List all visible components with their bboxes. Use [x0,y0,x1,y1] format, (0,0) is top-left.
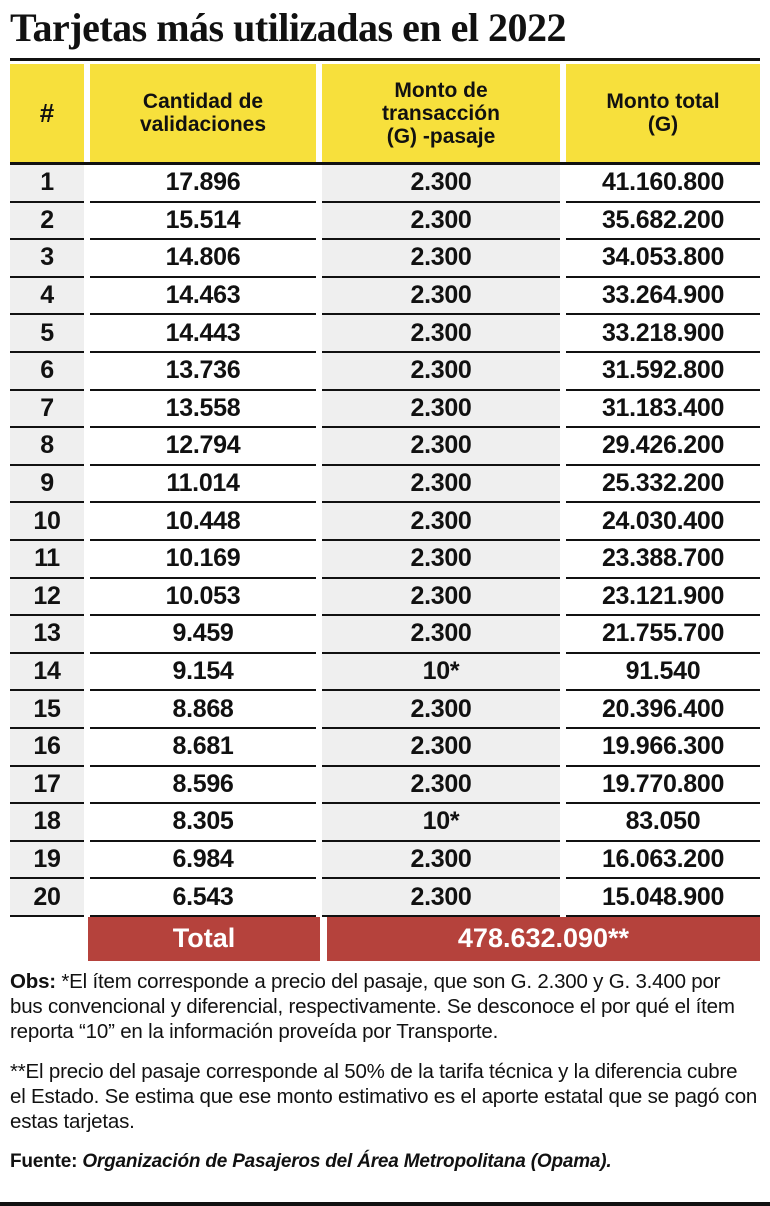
row-validaciones: 14.806 [90,240,316,278]
row-monto-total: 16.063.200 [566,842,760,880]
column-header-validaciones-label [140,90,266,136]
row-validaciones: 9.459 [90,616,316,654]
row-monto-transaccion: 2.300 [322,579,560,617]
table-row [10,203,760,241]
row-validaciones: 10.169 [90,541,316,579]
row-validaciones: 11.014 [90,466,316,504]
notes-section [0,961,770,1174]
row-validaciones: 14.463 [90,278,316,316]
data-table [10,58,760,917]
row-validaciones: 6.543 [90,879,316,917]
row-validaciones: 8.868 [90,691,316,729]
table-row [10,503,760,541]
row-index: 16 [10,729,84,767]
row-monto-total: 41.160.800 [566,165,760,203]
row-index: 12 [10,579,84,617]
row-monto-transaccion: 2.300 [322,616,560,654]
row-monto-total: 31.183.400 [566,391,760,429]
row-monto-transaccion: 2.300 [322,165,560,203]
row-validaciones: 15.514 [90,203,316,241]
row-monto-transaccion: 2.300 [322,503,560,541]
table-body [10,162,760,917]
row-index: 18 [10,804,84,842]
hdr-line: validaciones [139,113,267,136]
row-monto-total: 29.426.200 [566,428,760,466]
column-header-index [10,64,84,162]
row-monto-total: 31.592.800 [566,353,760,391]
source-value: Organización de Pasajeros del Área Metropolitana (Opama). [82,1150,612,1172]
note-obs [10,969,758,1044]
row-monto-transaccion: 2.300 [322,428,560,466]
row-validaciones: 13.558 [90,391,316,429]
row-monto-total: 23.121.900 [566,579,760,617]
column-header-validaciones [90,64,316,162]
note-obs-text: *El ítem corresponde a precio del pasaje, que son G. 2.300 y G. 3.400 por bus convencional y diferencial, respectivamente. Se desconoce el por qué el ítem reporta “10” en la información proveída por Transporte. [10,969,735,1043]
row-index: 14 [10,654,84,692]
table-row [10,428,760,466]
row-index: 10 [10,503,84,541]
total-value: 478.632.090** [327,917,760,961]
table-header-row [10,64,760,162]
row-monto-total: 25.332.200 [566,466,760,504]
hdr-line: Cantidad de [142,90,264,113]
column-header-monto-transaccion [322,64,560,162]
row-index: 5 [10,315,84,353]
row-validaciones: 8.305 [90,804,316,842]
table-row [10,353,760,391]
table-row [10,165,760,203]
row-index: 2 [10,203,84,241]
row-monto-total: 91.540 [566,654,760,692]
row-monto-transaccion: 2.300 [322,203,560,241]
row-validaciones: 12.794 [90,428,316,466]
hdr-line: (G) [647,113,679,136]
row-monto-transaccion: 2.300 [322,315,560,353]
row-monto-total: 20.396.400 [566,691,760,729]
total-spacer [10,917,84,961]
row-index: 13 [10,616,84,654]
column-header-index-label: # [39,97,55,128]
row-monto-transaccion: 2.300 [322,767,560,805]
table-row [10,278,760,316]
table-row [10,315,760,353]
note-two: **El precio del pasaje corresponde al 50% de la tarifa técnica y la diferencia cubre el Estado. Se estima que ese monto estimativo es el aporte estatal que se pagó con estas tarjetas. [10,1059,758,1133]
source-label: Fuente: [10,1150,78,1172]
table-row [10,767,760,805]
row-validaciones: 9.154 [90,654,316,692]
row-monto-total: 15.048.900 [566,879,760,917]
row-monto-total: 23.388.700 [566,541,760,579]
row-index: 11 [10,541,84,579]
row-index: 8 [10,428,84,466]
table-row [10,541,760,579]
row-monto-transaccion: 2.300 [322,842,560,880]
row-validaciones: 14.443 [90,315,316,353]
row-validaciones: 13.736 [90,353,316,391]
row-index: 9 [10,466,84,504]
row-index: 4 [10,278,84,316]
row-monto-total: 33.218.900 [566,315,760,353]
row-monto-transaccion: 2.300 [322,729,560,767]
row-index: 1 [10,165,84,203]
row-index: 3 [10,240,84,278]
row-monto-transaccion: 2.300 [322,353,560,391]
table-row [10,879,760,917]
row-monto-transaccion: 2.300 [322,466,560,504]
row-validaciones: 10.448 [90,503,316,541]
row-monto-transaccion: 2.300 [322,240,560,278]
row-index: 15 [10,691,84,729]
row-index: 7 [10,391,84,429]
row-monto-transaccion: 10* [322,654,560,692]
column-header-monto-total-label [606,90,719,136]
row-validaciones: 8.681 [90,729,316,767]
row-monto-total: 34.053.800 [566,240,760,278]
row-validaciones: 10.053 [90,579,316,617]
note-obs-label: Obs: [10,969,56,993]
source-line [10,1150,758,1174]
table-row [10,466,760,504]
column-header-monto-transaccion-label [382,79,500,148]
row-monto-total: 24.030.400 [566,503,760,541]
row-monto-transaccion: 10* [322,804,560,842]
table-row [10,579,760,617]
table-row [10,691,760,729]
row-monto-total: 83.050 [566,804,760,842]
table-row [10,729,760,767]
table-row [10,391,760,429]
hdr-line: transacción [382,101,500,125]
column-header-monto-total [566,64,760,162]
total-label: Total [88,917,320,961]
row-monto-total: 19.966.300 [566,729,760,767]
table-row [10,842,760,880]
row-monto-total: 35.682.200 [566,203,760,241]
row-monto-total: 21.755.700 [566,616,760,654]
row-monto-total: 19.770.800 [566,767,760,805]
table-row [10,804,760,842]
hdr-line: Monto total [606,90,720,113]
table-row [10,616,760,654]
row-validaciones: 6.984 [90,842,316,880]
hdr-line: (G) -pasaje [386,124,496,148]
row-monto-transaccion: 2.300 [322,391,560,429]
row-monto-transaccion: 2.300 [322,691,560,729]
hdr-line: Monto de [394,78,488,102]
row-validaciones: 17.896 [90,165,316,203]
row-validaciones: 8.596 [90,767,316,805]
row-monto-transaccion: 2.300 [322,278,560,316]
row-monto-transaccion: 2.300 [322,879,560,917]
row-index: 19 [10,842,84,880]
row-index: 6 [10,353,84,391]
total-row [10,917,760,961]
row-index: 17 [10,767,84,805]
row-monto-transaccion: 2.300 [322,541,560,579]
row-index: 20 [10,879,84,917]
table-row [10,240,760,278]
table-row [10,654,760,692]
title-bar [0,0,770,58]
page-title: Tarjetas más utilizadas en el 2022 [10,5,566,50]
row-monto-total: 33.264.900 [566,278,760,316]
